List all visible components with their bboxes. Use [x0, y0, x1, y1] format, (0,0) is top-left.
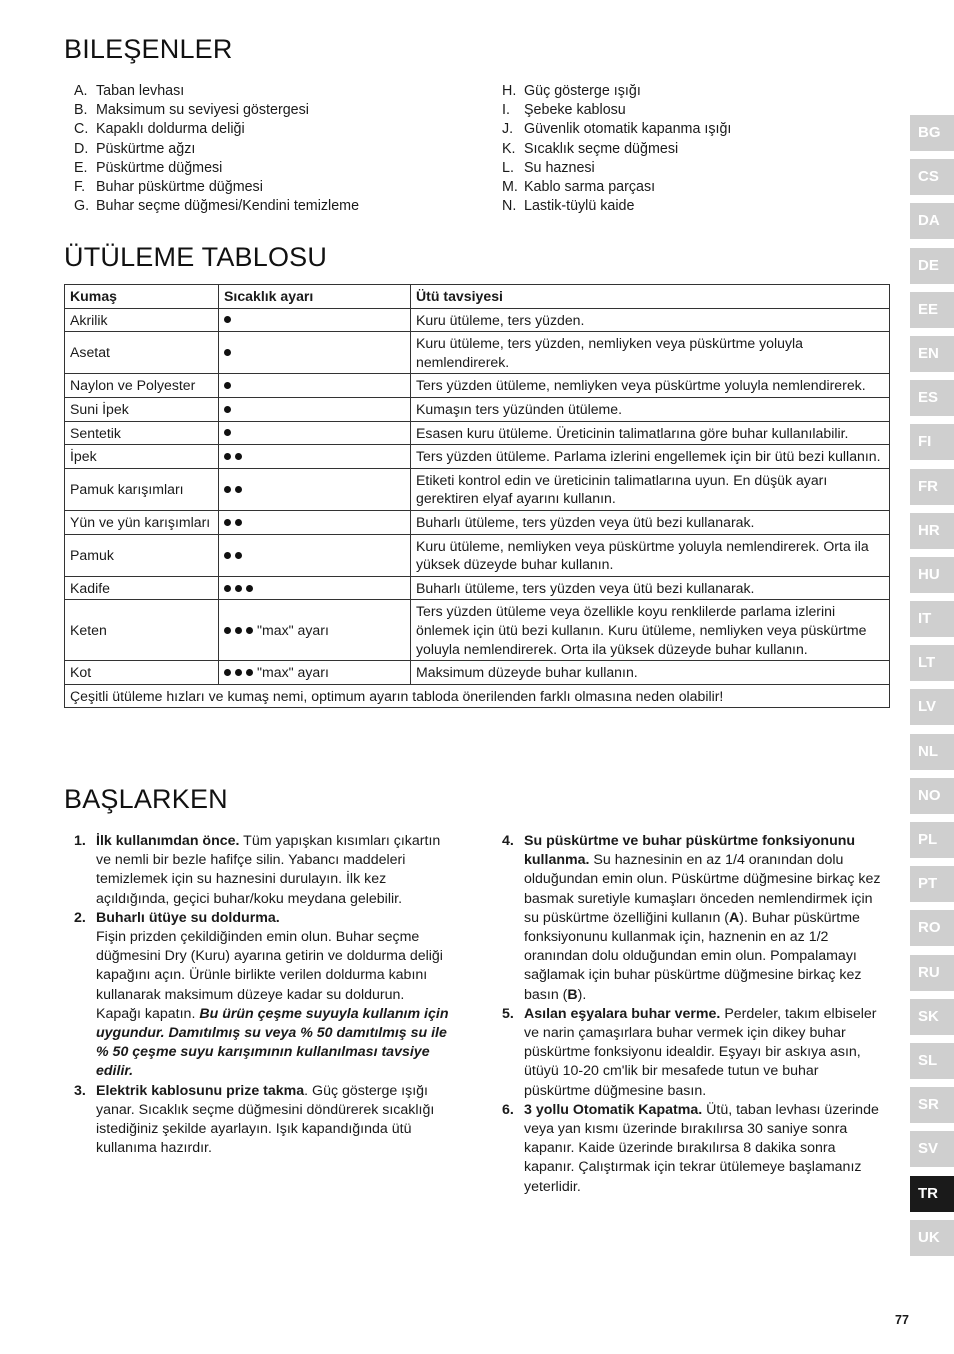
ironing-table-title: ÜTÜLEME TABLOSU: [64, 242, 328, 272]
temperature-dot-icon: [224, 552, 231, 559]
component-label: Sıcaklık seçme düğmesi: [524, 140, 679, 157]
table-row: [65, 534, 890, 576]
fabric-cell: Keten: [65, 600, 219, 661]
temperature-dot-icon: [224, 453, 231, 460]
language-tab-fi[interactable]: FI: [910, 424, 954, 460]
component-item: [74, 82, 474, 101]
language-tab-sr[interactable]: SR: [910, 1087, 954, 1123]
language-tab-pl[interactable]: PL: [910, 822, 954, 858]
component-label: Püskürtme düğmesi: [96, 159, 223, 176]
temperature-dot-icon: [235, 453, 242, 460]
advice-cell: Kuru ütüleme, nemliyken veya püskürtme yoluyla nemlendirerek. Orta ila yüksek düzeyde buhar kullanın.: [411, 534, 890, 576]
step-number: 2.: [74, 909, 86, 926]
step-number: 3.: [74, 1082, 86, 1099]
step-title: Buharlı ütüye su doldurma.: [96, 909, 280, 926]
component-label: Güvenlik otomatik kapanma ışığı: [524, 121, 732, 138]
temperature-cell: [219, 661, 411, 685]
temperature-dot-icon: [224, 585, 231, 592]
component-label: Maksimum su seviyesi göstergesi: [96, 102, 309, 119]
temperature-dot-icon: [246, 585, 253, 592]
component-letter: K.: [502, 140, 516, 157]
step-body: ). Buhar püskürtme fonksiyonunu kullanmak için, haznenin en az 1/2 oranından dolu olduğundan emin olun. Pompalamayı sağlamak için buhar püskürtme düğmesine birkaç kez basın (: [524, 909, 862, 1003]
step-text: [96, 1082, 450, 1159]
advice-cell: Maksimum düzeyde buhar kullanın.: [411, 661, 890, 685]
table-row: [65, 397, 890, 421]
table-row: [65, 374, 890, 398]
temperature-cell: [219, 421, 411, 445]
step-body: Ütü, taban levhası üzerinde veya yan kısmı üzerinde bırakılırsa 30 saniye sonra kapanır. Kaide üzerinde bırakılırsa 8 dakika sonra kapanır. Çalıştırmak için tekrar ütülemeye başlamanız yeterlidir.: [524, 1101, 879, 1195]
component-letter: F.: [74, 179, 86, 196]
header-fabric: Kumaş: [65, 285, 219, 309]
language-tab-hr[interactable]: HR: [910, 513, 954, 549]
step-number: 1.: [74, 833, 86, 849]
language-tab-de[interactable]: DE: [910, 248, 954, 284]
component-item: [502, 82, 892, 101]
step-body: Su haznesinin en az 1/4 oranından dolu olduğundan emin olun. Püskürtme düğmesine birkaç kez basmak suretiyle kumaşları önceden nemlendirmek için su püskürtme özelliğini kullanın (: [524, 852, 881, 926]
ironing-table: [64, 284, 890, 708]
components-title: BILEŞENLER: [64, 34, 233, 64]
component-label: Buhar püskürtme düğmesi: [96, 179, 263, 196]
component-label: Kapaklı doldurma deliği: [96, 121, 245, 138]
advice-cell: Buharlı ütüleme, ters yüzden veya ütü bezi kullanarak.: [411, 576, 890, 600]
language-tab-lt[interactable]: LT: [910, 645, 954, 681]
component-item: [74, 140, 474, 159]
temperature-cell: [219, 397, 411, 421]
temperature-dot-icon: [224, 429, 231, 436]
steps-column-right: [502, 832, 882, 1197]
fabric-cell: Sentetik: [65, 421, 219, 445]
temperature-dot-icon: [224, 519, 231, 526]
component-item: [502, 178, 892, 197]
temperature-cell: [219, 510, 411, 534]
advice-cell: Buharlı ütüleme, ters yüzden veya ütü bezi kullanarak.: [411, 510, 890, 534]
table-row: [65, 661, 890, 685]
temperature-dot-icon: [246, 627, 253, 634]
advice-cell: Kuru ütüleme, ters yüzden, nemliyken veya püskürtme yoluyla nemlendirerek.: [411, 332, 890, 374]
step-number: 5.: [502, 1005, 514, 1022]
table-row: [65, 510, 890, 534]
step-text: [96, 832, 450, 909]
language-tab-ru[interactable]: RU: [910, 955, 954, 991]
temperature-dot-icon: [235, 552, 242, 559]
step-title: Su püskürtme ve buhar püskürtme fonksiyonunu kullanma.: [524, 833, 856, 869]
header-advice: Ütü tavsiyesi: [411, 285, 890, 309]
fabric-cell: Asetat: [65, 332, 219, 374]
step-text: [524, 832, 882, 1005]
component-letter: L.: [502, 159, 514, 176]
temperature-cell: [219, 374, 411, 398]
component-letter: A.: [74, 83, 88, 99]
components-list-left: [74, 82, 474, 216]
advice-cell: Esasen kuru ütüleme. Üreticinin talimatlarına göre buhar kullanılabilir.: [411, 421, 890, 445]
temperature-dot-icon: [224, 349, 231, 356]
temperature-cell: [219, 600, 411, 661]
step-body: . Güç gösterge ışığı yanar. Sıcaklık seçme düğmesini döndürerek sıcaklığı istediğiniz şekilde ayarlayın. Işık kapandığında ütü kullanıma hazırdır.: [96, 1082, 435, 1157]
temperature-dot-icon: [235, 486, 242, 493]
step-title: Asılan eşyalara buhar verme.: [524, 1005, 721, 1022]
step-title: Elektrik kablosunu prize takma: [96, 1082, 305, 1099]
temperature-dot-icon: [235, 627, 242, 634]
language-tab-fr[interactable]: FR: [910, 469, 954, 505]
advice-cell: Kuru ütüleme, ters yüzden.: [411, 308, 890, 332]
fabric-cell: Kot: [65, 661, 219, 685]
advice-cell: Ters yüzden ütüleme. Parlama izlerini engellemek için bir ütü bezi kullanın.: [411, 445, 890, 469]
temperature-dot-icon: [224, 316, 231, 323]
table-row: [65, 445, 890, 469]
language-tab-nl[interactable]: NL: [910, 734, 954, 770]
table-row: [65, 421, 890, 445]
component-letter: B.: [74, 102, 88, 119]
component-label: Kablo sarma parçası: [524, 179, 656, 196]
language-tab-it[interactable]: IT: [910, 601, 954, 637]
step-body: Perdeler, takım elbiseler ve narin çamaşırlara buhar vermek için dikey buhar püskürtme fonksiyonu idealdir. Eşyayı bir askıya asın, ütüyü 10-20 cm'lik bir mesafede tutun ve buhar püskürtme düğmesine basın.: [524, 1005, 877, 1099]
temperature-suffix: "max" ayarı: [257, 621, 329, 638]
language-tab-bg[interactable]: BG: [910, 115, 954, 151]
language-tab-lv[interactable]: LV: [910, 689, 954, 725]
step-item: [74, 909, 450, 1082]
component-letter: E.: [74, 159, 88, 176]
step-item: [502, 1005, 882, 1101]
language-tab-en[interactable]: EN: [910, 336, 954, 372]
component-letter: M.: [502, 179, 518, 196]
ironing-table-body: [65, 308, 890, 684]
temperature-dot-icon: [224, 669, 231, 676]
step-number: 4.: [502, 833, 514, 849]
language-tab-no[interactable]: NO: [910, 778, 954, 814]
advice-cell: Ters yüzden ütüleme, nemliyken veya püskürtme yoluyla nemlendirerek.: [411, 374, 890, 398]
step-key: A: [729, 909, 740, 926]
temperature-cell: [219, 534, 411, 576]
temperature-cell: [219, 332, 411, 374]
component-item: [502, 140, 892, 159]
language-tab-uk[interactable]: UK: [910, 1220, 954, 1256]
getting-started-title: BAŞLARKEN: [64, 784, 228, 814]
component-label: Taban levhası: [96, 83, 185, 99]
step-number: 6.: [502, 1101, 514, 1118]
step-item: [74, 832, 450, 909]
temperature-cell: [219, 308, 411, 332]
advice-cell: Kumaşın ters yüzünden ütüleme.: [411, 397, 890, 421]
table-header-row: [65, 285, 890, 309]
language-tab-tr[interactable]: TR: [910, 1176, 954, 1212]
component-item: [502, 197, 892, 216]
component-item: [502, 159, 892, 178]
step-item: [502, 1101, 882, 1197]
table-row: [65, 576, 890, 600]
table-row: [65, 308, 890, 332]
component-item: [502, 101, 892, 120]
step-item: [74, 1082, 450, 1159]
table-row: [65, 600, 890, 661]
temperature-cell: [219, 445, 411, 469]
language-tab-ee[interactable]: EE: [910, 292, 954, 328]
language-tab-sv[interactable]: SV: [910, 1131, 954, 1167]
header-temperature: Sıcaklık ayarı: [219, 285, 411, 309]
step-note: Bu ürün çeşme suyuyla kullanım için uygundur. Damıtılmış su veya % 50 damıtılmış su ile % 50 çeşme suyu karışımının kullanılması tavsiye edilir.: [96, 1005, 449, 1080]
component-item: [74, 101, 474, 120]
component-item: [74, 178, 474, 197]
language-tab-da[interactable]: DA: [910, 203, 954, 239]
table-row: [65, 468, 890, 510]
temperature-dot-icon: [235, 585, 242, 592]
component-letter: C.: [74, 121, 89, 138]
step-title: 3 yollu Otomatik Kapatma.: [524, 1101, 703, 1118]
step-key: B: [567, 986, 578, 1003]
step-body: Fişin prizden çekildiğinden emin olun. Buhar seçme düğmesini Dry (Kuru) ayarına getirin ve doldurma deliği kapağını açın. Ürünle birlikte verilen doldurma kabını kullanarak maksimum düzeye kadar su doldurun. Kapağı kapatın.: [96, 929, 443, 1022]
component-label: Lastik-tüylü kaide: [524, 198, 635, 215]
temperature-dot-icon: [224, 486, 231, 493]
table-footnote-row: [65, 684, 890, 708]
component-letter: G.: [74, 198, 90, 215]
temperature-dot-icon: [246, 669, 253, 676]
table-row: [65, 332, 890, 374]
temperature-suffix: "max" ayarı: [257, 664, 329, 681]
language-tab-ro[interactable]: RO: [910, 910, 954, 946]
advice-cell: Ters yüzden ütüleme veya özellikle koyu renklilerde parlama izlerini önlemek için ütü bezi kullanın. Kuru ütüleme, nemliyken veya püskürtme yoluyla nemlendirerek. Orta ila yüksek düzeyde buhar kullanın.: [411, 600, 890, 661]
component-item: [502, 120, 892, 139]
temperature-dot-icon: [224, 382, 231, 389]
language-tab-cs[interactable]: CS: [910, 159, 954, 195]
step-item: [502, 832, 882, 1005]
component-letter: J.: [502, 121, 514, 138]
component-label: Şebeke kablosu: [524, 102, 626, 119]
component-letter: I.: [502, 102, 510, 119]
step-text: [96, 909, 450, 1082]
step-text: [524, 1005, 882, 1101]
temperature-dot-icon: [224, 627, 231, 634]
component-label: Su haznesi: [524, 159, 595, 176]
component-letter: H.: [502, 83, 517, 99]
temperature-cell: [219, 576, 411, 600]
language-tab-es[interactable]: ES: [910, 380, 954, 416]
language-tab-pt[interactable]: PT: [910, 866, 954, 902]
step-body: Tüm yapışkan kısımları çıkartın ve nemli bir bezle hafifçe silin. Yabancı maddeleri temizlemek için su haznesini durulayın. İlk kez açıldığında, geçici buhar/koku meydana gelebilir.: [96, 833, 441, 907]
step-body: ).: [577, 986, 587, 1003]
language-tab-sk[interactable]: SK: [910, 999, 954, 1035]
component-item: [74, 197, 474, 216]
fabric-cell: Suni İpek: [65, 397, 219, 421]
table-footnote: Çeşitli ütüleme hızları ve kumaş nemi, optimum ayarın tabloda önerilenden farklı olmasına neden olabilir!: [65, 684, 890, 708]
component-letter: D.: [74, 140, 89, 157]
language-tabs: [910, 115, 954, 1264]
step-title: İlk kullanımdan önce.: [96, 833, 240, 849]
step-text: [524, 1101, 882, 1197]
language-tab-sl[interactable]: SL: [910, 1043, 954, 1079]
component-item: [74, 120, 474, 139]
fabric-cell: Yün ve yün karışımları: [65, 510, 219, 534]
fabric-cell: İpek: [65, 445, 219, 469]
fabric-cell: Kadife: [65, 576, 219, 600]
temperature-dot-icon: [235, 669, 242, 676]
component-label: Püskürtme ağzı: [96, 140, 196, 157]
temperature-dot-icon: [224, 406, 231, 413]
component-item: [74, 159, 474, 178]
fabric-cell: Pamuk: [65, 534, 219, 576]
page-number: 77: [895, 1313, 909, 1327]
temperature-dot-icon: [235, 519, 242, 526]
language-tab-hu[interactable]: HU: [910, 557, 954, 593]
fabric-cell: Akrilik: [65, 308, 219, 332]
fabric-cell: Naylon ve Polyester: [65, 374, 219, 398]
temperature-cell: [219, 468, 411, 510]
components-list-right: [502, 82, 892, 216]
advice-cell: Etiketi kontrol edin ve üreticinin talimatlarına uyun. En düşük ayarı gerektiren elyaf ayarını kullanın.: [411, 468, 890, 510]
component-label: Güç gösterge ışığı: [524, 83, 641, 99]
component-label: Buhar seçme düğmesi/Kendini temizleme: [96, 198, 360, 215]
fabric-cell: Pamuk karışımları: [65, 468, 219, 510]
steps-column-left: [74, 832, 450, 1158]
component-letter: N.: [502, 198, 517, 215]
